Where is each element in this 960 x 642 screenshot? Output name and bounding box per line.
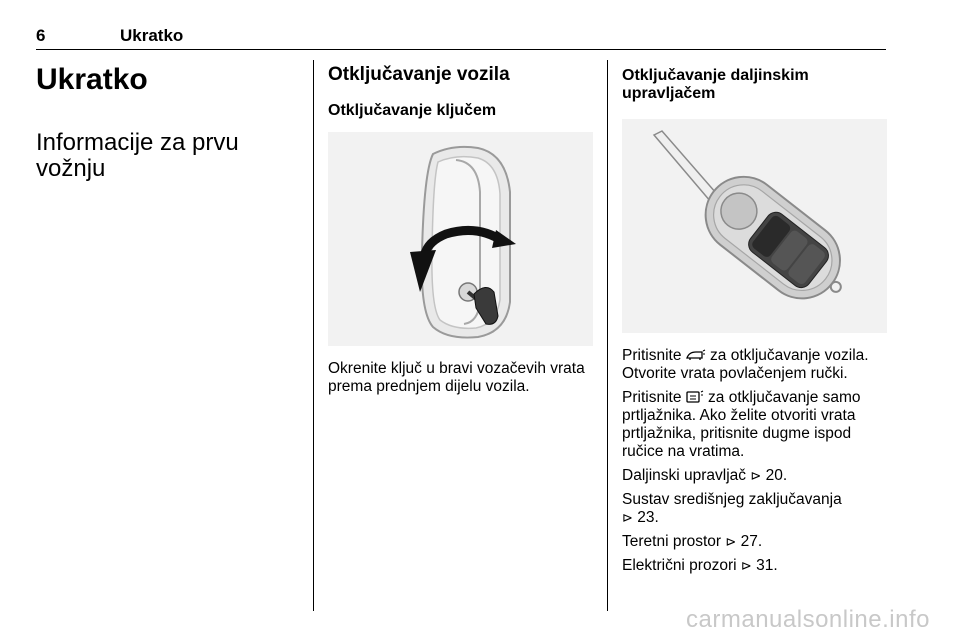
running-title: Ukratko (120, 26, 184, 45)
section-title: Informacije za prvu vožnju (36, 129, 239, 182)
reference-power-windows[interactable]: Električni prozori ⊳ 31. (622, 557, 778, 574)
reference-remote-control[interactable]: Daljinski upravljač ⊳ 20. (622, 467, 788, 484)
door-lock-illustration (328, 132, 593, 346)
caption: Okrenite ključ u bravi vozačevih vrata prema prednjem dijelu vozila. (328, 360, 585, 395)
trunk-button-icon (686, 389, 704, 406)
section-heading: Otključavanje vozila (328, 64, 510, 85)
column-divider-1 (313, 60, 314, 611)
subheading-remote: Otključavanje daljinskim upravljačem (622, 67, 809, 102)
page-reference-arrow-icon: ⊳ (750, 468, 762, 483)
unlock-button-icon (686, 347, 706, 364)
watermark: carmanualsonline.info (686, 606, 930, 633)
page-header (36, 26, 886, 48)
page-reference-arrow-icon: ⊳ (622, 510, 633, 525)
column-2 (328, 62, 593, 396)
page-reference-arrow-icon: ⊳ (740, 558, 752, 573)
reference-cargo-space[interactable]: Teretni prostor ⊳ 27. (622, 533, 763, 550)
page-reference-arrow-icon: ⊳ (725, 534, 737, 549)
page-number: 6 (36, 26, 46, 45)
reference-central-locking[interactable]: Sustav središnjeg zaključavanja ⊳ 23. (622, 491, 842, 526)
remote-key-illustration (622, 119, 887, 333)
column-divider-2 (607, 60, 608, 611)
column-3 (622, 62, 887, 575)
header-rule (36, 49, 886, 50)
column-1 (36, 62, 298, 182)
paragraph-unlock: Pritisnite za otključavanje vozila. Otvorite vrata povlačenjem ručki. (622, 347, 869, 382)
paragraph-trunk: Pritisnite za otključavanje samo prtljažnika. Ako želite otvoriti vrata prtljažnika, pritisnite dugme ispod ručice na vratima. (622, 389, 861, 460)
subheading-key: Otključavanje ključem (328, 102, 497, 119)
chapter-title: Ukratko (36, 63, 148, 96)
